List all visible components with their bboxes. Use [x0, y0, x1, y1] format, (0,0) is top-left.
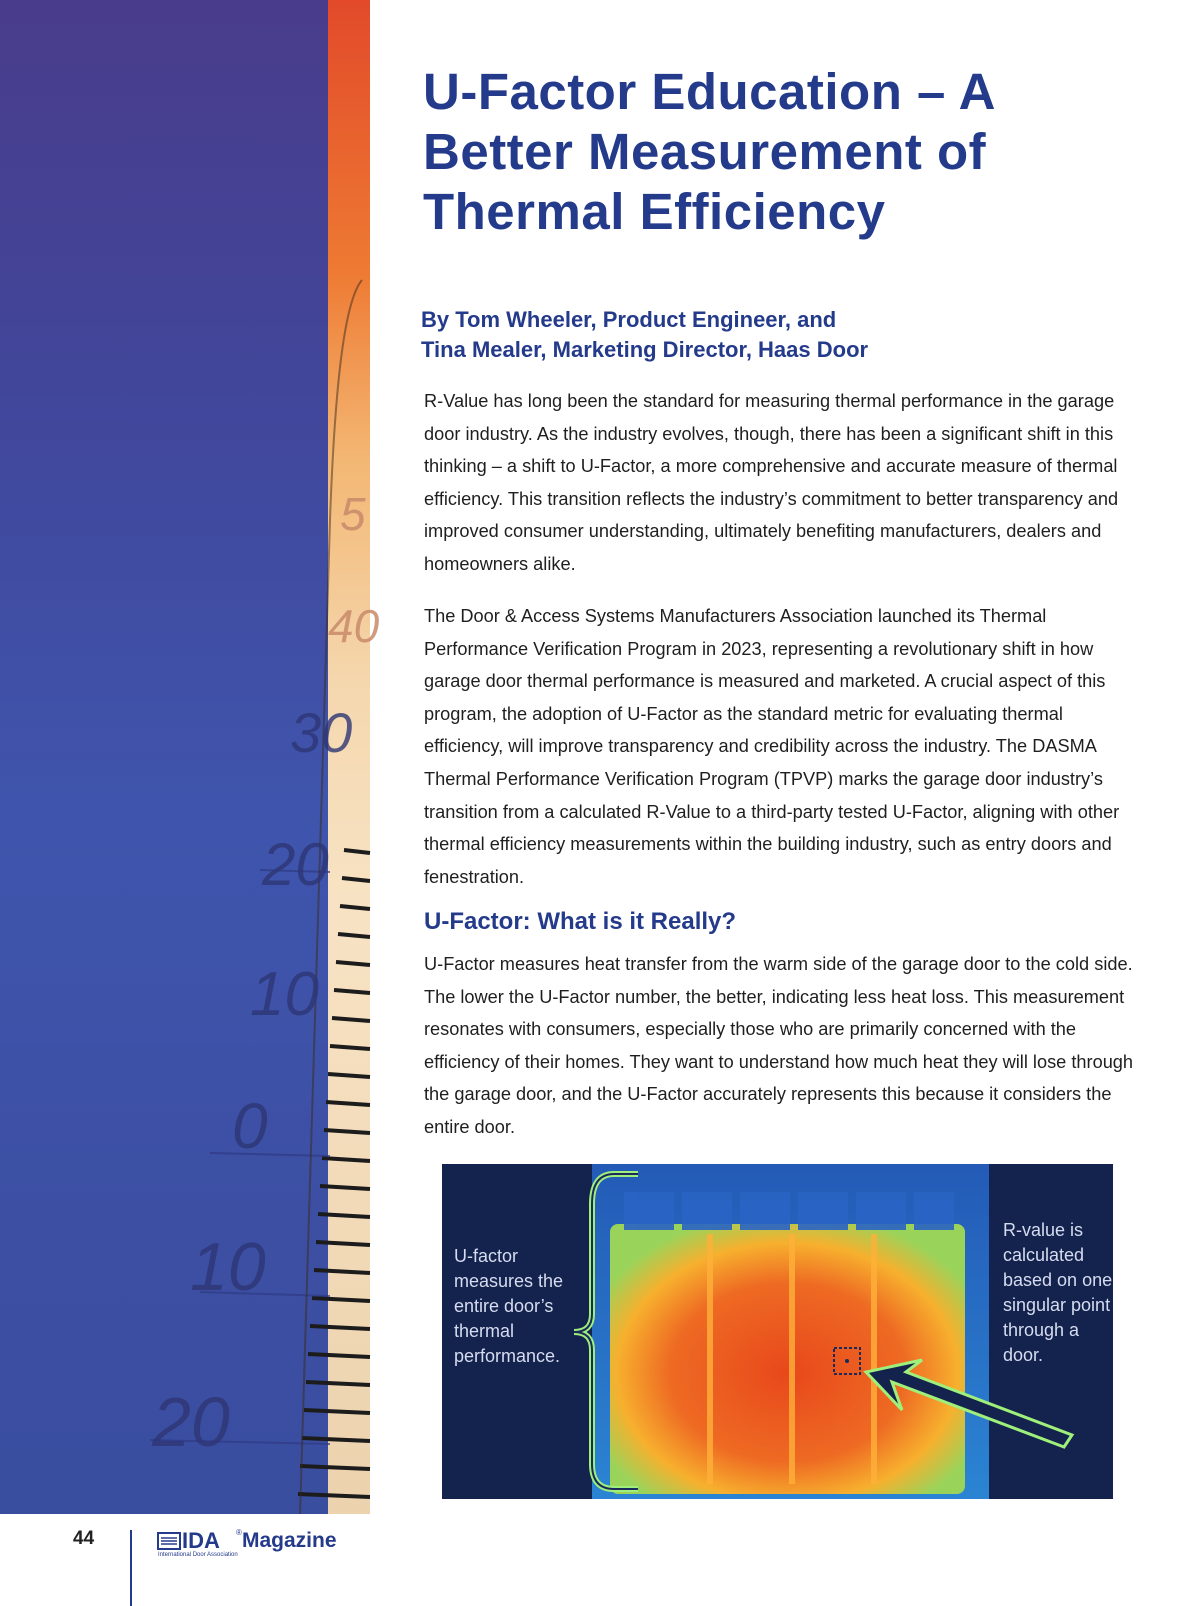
- paragraph-3: U-Factor measures heat transfer from the warm side of the garage door to the cold side. The lower the U-Factor number, the better, indicating less heat loss. This measurement resonates with consumers, especially those who are primarily concerned with the efficiency of their homes. They want to understand how much heat they will lose through the garage door, and the U-Factor accurately represents this because it considers the entire door.: [424, 954, 1134, 1137]
- r-value-caption: R-value is calculated based on one singular point through a door.: [1003, 1220, 1113, 1365]
- scale-label: 40: [328, 600, 380, 652]
- page-number: 44: [73, 1528, 95, 1549]
- logo-trademark: ®: [236, 1528, 242, 1537]
- scale-label: 5: [340, 488, 366, 540]
- scale-label: 0: [232, 1090, 268, 1162]
- logo-association-text: International Door Association: [158, 1552, 238, 1558]
- byline: [421, 305, 1121, 365]
- article-title: U-Factor Education – A Better Measurement of Thermal Efficiency: [423, 63, 995, 240]
- scale-label: 10: [250, 960, 319, 1029]
- footer-divider: [130, 1530, 132, 1606]
- section-heading: U-Factor: What is it Really?: [424, 908, 737, 935]
- scale-label: 20: [152, 1383, 230, 1461]
- paragraph-2: The Door & Access Systems Manufacturers Association launched its Thermal Performance Verification Program in 2023, representing a revolutionary shift in how garage door thermal performance is measured and marketed. A crucial aspect of this program, the adoption of U-Factor as the standard metric for evaluating thermal efficiency, will improve transparency and credibility across the industry. The DASMA Thermal Performance Verification Program (TPVP) marks the garage door industry’s transition from a calculated R-Value to a third-party tested U-Factor, aligning with other thermal efficiency measurements within the building industry, such as entry doors and fenestration.: [424, 606, 1120, 887]
- scale-label: 20: [262, 831, 329, 898]
- byline-line-2: Tina Mealer, Marketing Director, Haas Door: [421, 337, 869, 362]
- scale-label: 30: [290, 701, 353, 764]
- paragraph-1: R-Value has long been the standard for measuring thermal performance in the garage door industry. As the industry evolves, though, there has been a significant shift in this thinking – a shift to U-Factor, a more comprehensive and accurate measure of thermal efficiency. This transition reflects the industry’s commitment to better transparency and improved consumer understanding, ultimately benefiting manufacturers, dealers and homeowners alike.: [424, 391, 1119, 574]
- ida-logo-mark-icon: [158, 1533, 180, 1549]
- byline-line-1: By Tom Wheeler, Product Engineer, and: [421, 307, 837, 332]
- thermal-image-figure: [442, 1164, 1113, 1499]
- scale-label: 10: [190, 1229, 266, 1305]
- thermometer-photo: [0, 0, 380, 1514]
- thermometer-scale-art: [0, 0, 380, 1514]
- u-factor-caption: U-factor measures the entire door’s thermal performance.: [454, 1246, 564, 1366]
- logo-magazine-text: Magazine: [242, 1529, 337, 1552]
- logo-ida-text: IDA: [182, 1528, 220, 1553]
